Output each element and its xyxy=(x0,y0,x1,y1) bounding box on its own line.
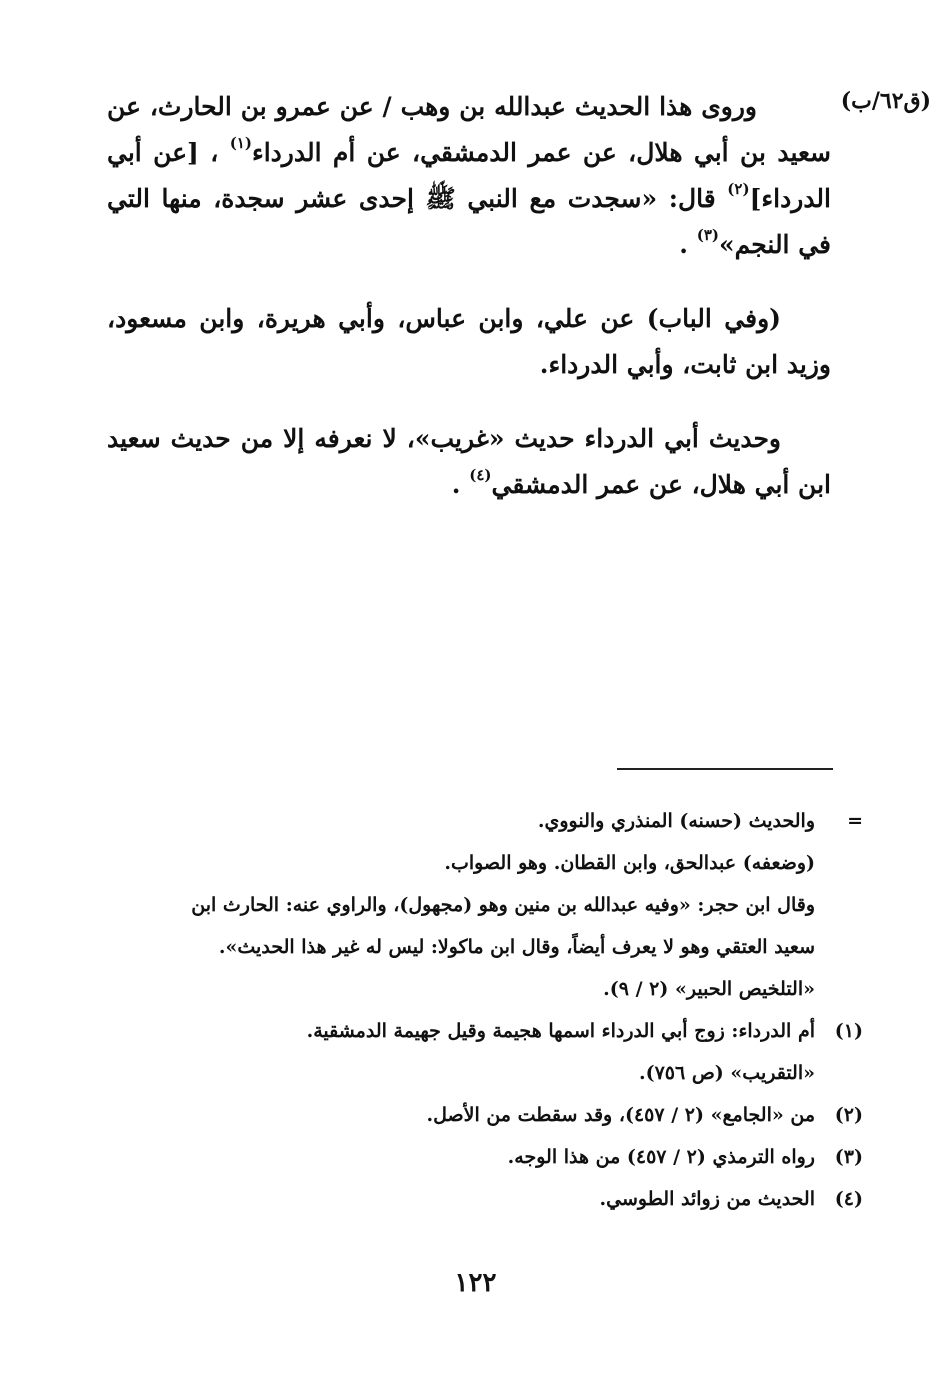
footnote-continuation-line-1 xyxy=(115,800,863,842)
paragraph-3-text-a: وحديث أبي الدرداء حديث «غريب»، لا نعرفه إلا من حديث سعيد ابن أبي هلال، عن عمر الدمشقي xyxy=(107,424,831,499)
continuation-mark: = xyxy=(847,810,863,832)
continuation-text-4: سعيد العتقي وهو لا يعرف أيضاً، وقال ابن ماكولا: ليس له غير هذا الحديث». xyxy=(218,936,815,958)
continuation-text-3: وقال ابن حجر: «وفيه عبدالله بن منين وهو (مجهول)، والراوي عنه: الحارث ابن xyxy=(191,894,815,916)
continuation-text-1: والحديث (حسنه) المنذري والنووي. xyxy=(537,810,815,832)
paragraph-1-text-c: قال: «سجدت مع النبي ﷺ إحدى عشر سجدة، منها التي في النجم» xyxy=(107,184,831,259)
paragraph-1-text-b: ، [عن أبي الدرداء] xyxy=(107,138,831,213)
footnote-continuation-line-2 xyxy=(115,842,843,884)
folio-marker: (ق٦٢/ب) xyxy=(840,88,931,114)
continuation-text-5: «التلخيص الحبير» (٢ / ٩). xyxy=(603,978,815,1000)
footnote-ref-4: (٤) xyxy=(469,466,492,484)
paragraph-1-text-d: . xyxy=(679,230,697,259)
footnotes xyxy=(115,800,863,1220)
footnote-continuation-line-3 xyxy=(115,884,843,926)
paragraph-1 xyxy=(107,84,831,268)
footnote-continuation-line-5 xyxy=(115,968,843,1010)
paragraph-3 xyxy=(107,416,831,508)
footnote-number-4: (٤) xyxy=(834,1188,863,1210)
footnote-2-line-1: من «الجامع» (٢ / ٤٥٧)، وقد سقطت من الأصل. xyxy=(426,1104,815,1126)
continuation-text-2: (وضعفه) عبدالحق، وابن القطان. وهو الصواب. xyxy=(444,852,815,874)
paragraph-2: (وفي الباب) عن علي، وابن عباس، وأبي هريرة، وابن مسعود، وزيد ابن ثابت، وأبي الدرداء. xyxy=(107,304,831,379)
footnote-ref-1: (١) xyxy=(229,134,252,152)
footnote-number-1: (١) xyxy=(834,1020,863,1042)
paragraph-3-text-b: . xyxy=(451,470,470,499)
footnote-ref-3: (٣) xyxy=(696,226,719,244)
footnote-number-2: (٢) xyxy=(834,1104,863,1126)
footnote-continuation-line-4 xyxy=(115,926,843,968)
footnote-separator xyxy=(617,768,833,770)
footnote-number-3: (٣) xyxy=(834,1146,863,1168)
page-number: ١٢٢ xyxy=(454,1268,497,1298)
footnote-4 xyxy=(115,1178,863,1220)
footnote-3-line-1: رواه الترمذي (٢ / ٤٥٧) من هذا الوجه. xyxy=(507,1146,815,1168)
main-text xyxy=(107,84,831,536)
footnote-2 xyxy=(115,1094,863,1136)
footnote-ref-2: (٢) xyxy=(727,180,750,198)
footnote-1-line-1: أم الدرداء: زوج أبي الدرداء اسمها هجيمة وقيل جهيمة الدمشقية. xyxy=(306,1020,815,1042)
footnote-1 xyxy=(115,1010,863,1094)
footnote-4-line-1: الحديث من زوائد الطوسي. xyxy=(599,1188,815,1210)
footnote-3 xyxy=(115,1136,863,1178)
footnote-1-line-2: «التقريب» (ص ٧٥٦). xyxy=(638,1062,815,1084)
paragraph-1-text-a: وروى هذا الحديث عبدالله بن وهب / عن عمرو بن الحارث، عن سعيد بن أبي هلال، عن عمر الدمشقي، عن أم الدرداء xyxy=(107,92,831,167)
